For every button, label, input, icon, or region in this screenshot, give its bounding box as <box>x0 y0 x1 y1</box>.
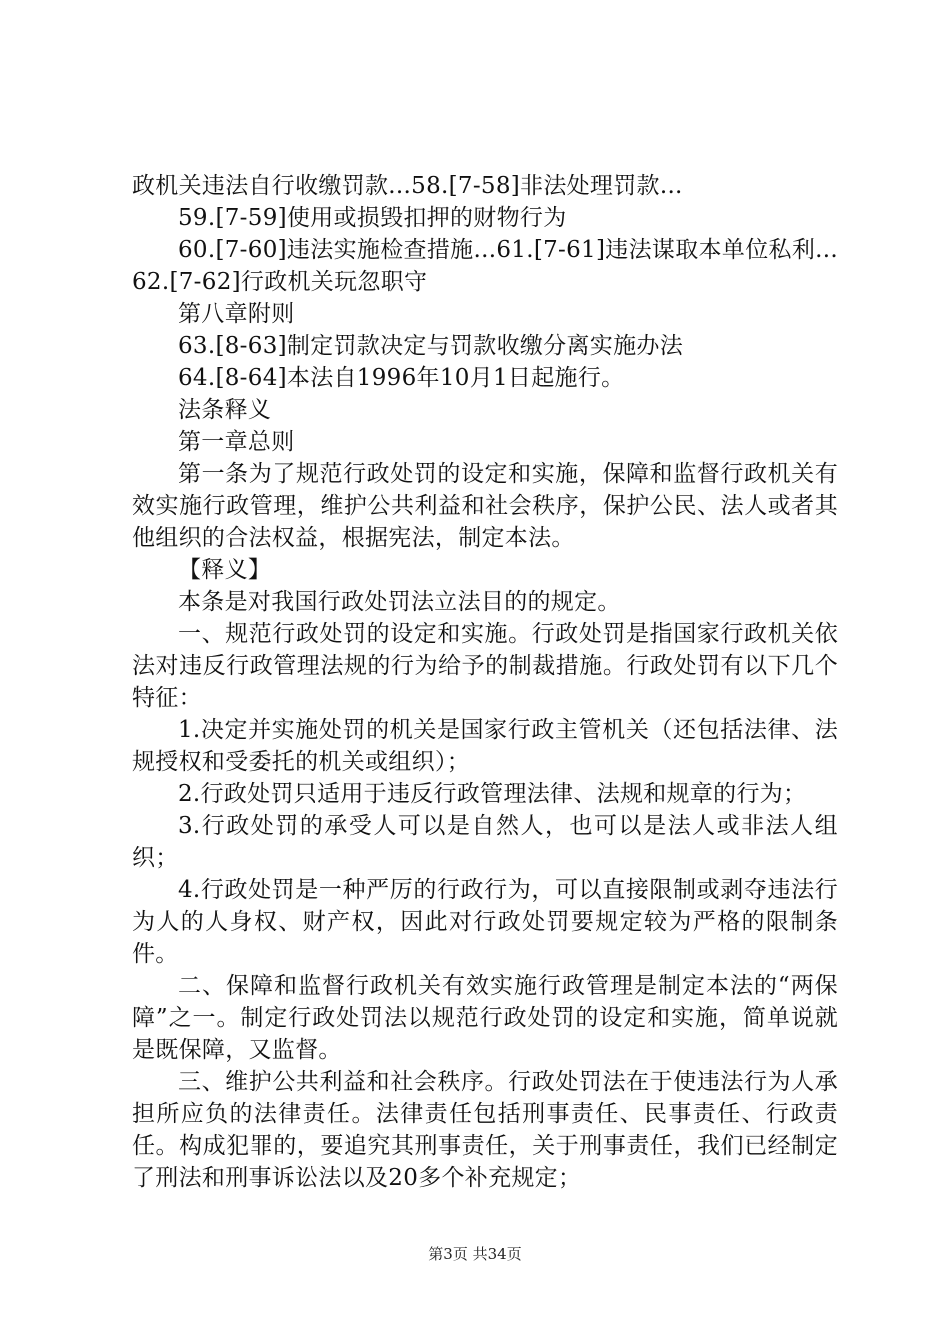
paragraph: 第一章总则 <box>178 429 295 455</box>
paragraph: 【释义】 <box>178 557 272 583</box>
paragraph: 第一条为了规范行政处罚的设定和实施，保障和监督行政机关有效实施行政管理，维护公共利益和社会秩序，保护公民、法人或者其他组织的合法权益，根据宪法，制定本法。 <box>132 461 838 551</box>
document-body <box>132 170 838 1194</box>
paragraph: 第八章附则 <box>178 301 295 327</box>
paragraph: 法条释义 <box>178 397 272 423</box>
paragraph: 4.行政处罚是一种严厉的行政行为，可以直接限制或剥夺违法行为人的人身权、财产权，因此对行政处罚要规定较为严格的限制条件。 <box>132 877 838 967</box>
paragraph: 二、保障和监督行政机关有效实施行政管理是制定本法的“两保障”之一。制定行政处罚法以规范行政处罚的设定和实施，简单说就是既保障，又监督。 <box>132 973 838 1063</box>
paragraph: 3.行政处罚的承受人可以是自然人，也可以是法人或非法人组织； <box>132 813 838 871</box>
paragraph: 59.[7-59]使用或损毁扣押的财物行为 <box>178 205 567 231</box>
paragraph: 2.行政处罚只适用于违反行政管理法律、法规和规章的行为； <box>178 781 807 807</box>
paragraph: 1.决定并实施处罚的机关是国家行政主管机关（还包括法律、法规授权和受委托的机关或组织）； <box>132 717 838 775</box>
page-footer: 第3页 共34页 <box>428 1245 522 1263</box>
paragraph: 一、规范行政处罚的设定和实施。行政处罚是指国家行政机关依法对违反行政管理法规的行为给予的制裁措施。行政处罚有以下几个特征： <box>132 621 838 711</box>
paragraph: 政机关违法自行收缴罚款...58.[7-58]非法处理罚款... <box>132 173 683 199</box>
paragraph: 63.[8-63]制定罚款决定与罚款收缴分离实施办法 <box>178 333 683 359</box>
paragraph: 三、维护公共利益和社会秩序。行政处罚法在于使违法行为人承担所应负的法律责任。法律责任包括刑事责任、民事责任、行政责任。构成犯罪的，要追究其刑事责任，关于刑事责任，我们已经制定了刑法和刑事诉讼法以及20多个补充规定； <box>132 1069 838 1191</box>
paragraph: 60.[7-60]违法实施检查措施...61.[7-61]违法谋取本单位私利...62.[7-62]行政机关玩忽职守 <box>132 237 838 295</box>
paragraph: 本条是对我国行政处罚法立法目的的规定。 <box>178 589 621 615</box>
paragraph: 64.[8-64]本法自1996年10月1日起施行。 <box>178 365 625 391</box>
